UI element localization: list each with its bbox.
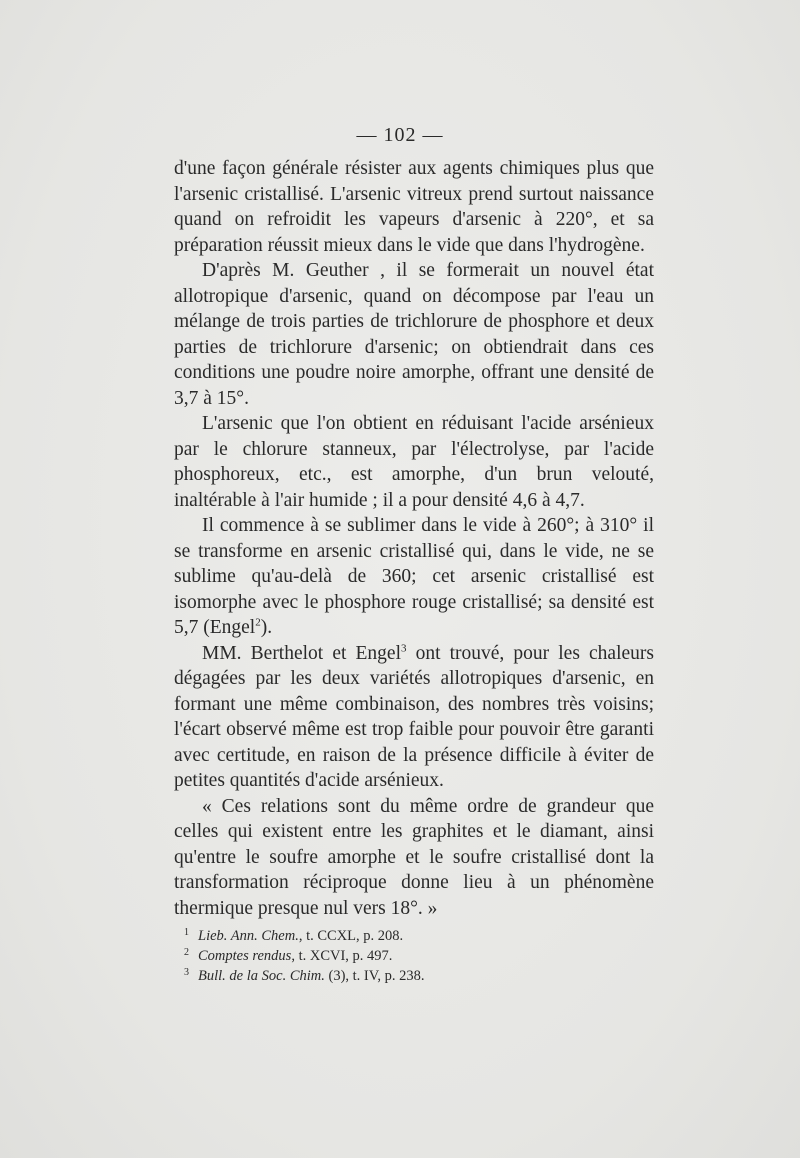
footnote-3 [184,966,654,986]
paragraph-berthelot-text: ont trouvé, pour les chaleurs dégagées par les deux variétés allotropiques d'arsenic, en formant une même combinaison, des nombres très voisins; l'écart observé même est trop faible pour pouvoir être garanti avec certitude, en raison de la présence difficile à éviter de petites quantités d'acide arsénieux. [174,642,654,791]
footnote-ref-3: 3 [400,642,407,654]
paragraph-berthelot-start: MM. Berthelot et Engel [202,642,401,664]
footnote-mark: 3 [184,967,189,978]
footnote-source: Comptes rendus [198,948,292,964]
footnote-detail: , t. XCVI, p. 497. [291,948,393,964]
footnotes [184,926,654,986]
page-number: — 102 — [356,124,444,146]
paragraph-quotation: « Ces relations sont du même ordre de grandeur que celles qui existent entre les graphites et le diamant, ainsi qu'entre le soufre amorphe et le soufre cristallisé dont la transformation réciproque donne lieu à un phénomène thermique presque nul vers 18°. » [174,795,654,919]
footnote-1 [184,926,654,946]
footnote-detail: (3), t. IV, p. 238. [324,968,425,984]
footnote-source: Lieb. Ann. Chem. [198,928,299,944]
footnote-mark: 1 [184,927,189,938]
footnote-ref-2: 2 [255,616,261,629]
paragraph-sublimation-text: Il commence à se sublimer dans le vide à 260°; à 310° il se transforme en arsenic cristallisé qui, dans le vide, ne se sublime qu'au-delà de 360; cet arsenic cristallisé est isomorphe avec le phosphore rouge cristallisé; sa densité est 5,7 (Engel [174,515,654,638]
paragraph-vitreous-arsenic: d'une façon générale résister aux agents chimiques plus que l'arsenic cristallisé. L'arsenic vitreux prend surtout naissance quand on refroidit les vapeurs d'arsenic à 220°, et sa préparation réussit mieux dans le vide que dans l'hydrogène. [174,158,654,256]
body-text [174,156,654,921]
paragraph-berthelot-engel [174,641,654,794]
footnote-source: Bull. de la Soc. Chim. [198,968,325,984]
paragraph-sublimation-end: ). [260,617,273,638]
footnote-mark: 2 [184,947,189,958]
paragraph-geuther: D'après M. Geuther , il se formerait un nouvel état allotropique d'arsenic, quand on décompose par l'eau un mélange de trois parties de trichlorure de phosphore et deux parties de trichlorure d'arsenic; on obtiendrait dans ces conditions une poudre noire amorphe, offrant une densité de 3,7 à 15°. [174,260,654,409]
paragraph-sublimation [174,513,654,641]
paragraph-amorphous-arsenic: L'arsenic que l'on obtient en réduisant l'acide arsénieux par le chlorure stanneux, par l'électrolyse, par l'acide phosphoreux, etc., est amorphe, d'un brun velouté, inaltérable à l'air humide ; il a pour densité 4,6 à 4,7. [174,413,654,511]
footnote-detail: , t. CCXL, p. 208. [298,928,404,944]
footnote-2 [184,946,654,966]
